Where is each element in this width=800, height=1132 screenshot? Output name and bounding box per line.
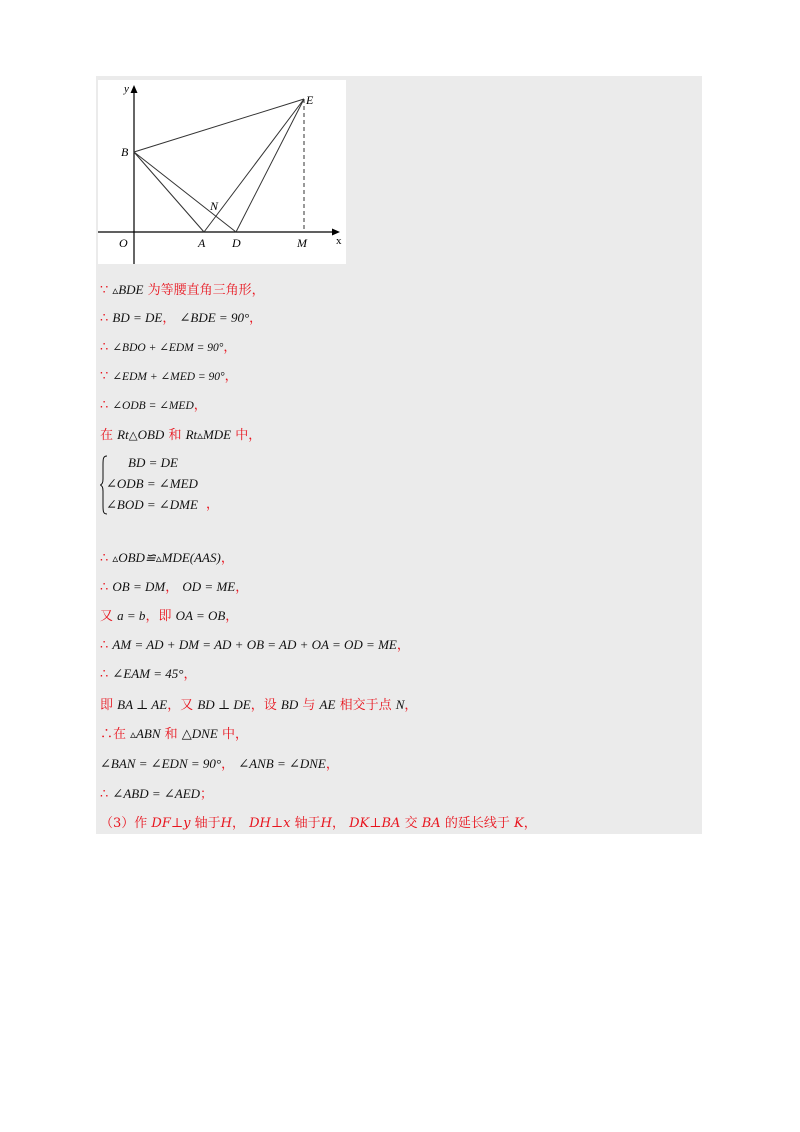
math-text: a = b bbox=[117, 608, 146, 623]
text: 与 bbox=[302, 698, 316, 713]
perpendicular-symbol: ⊥ bbox=[270, 816, 284, 831]
text: 的延长线于 bbox=[444, 816, 510, 831]
triangle-symbol: △ bbox=[128, 430, 138, 442]
perpendicular-symbol: ⊥ bbox=[170, 816, 184, 831]
proof-line-9 bbox=[100, 578, 248, 597]
math-text: ∠ODB = ∠MED bbox=[112, 400, 194, 412]
math-text: ∠ABD = ∠AED bbox=[112, 786, 201, 801]
punct: ， bbox=[404, 698, 418, 713]
proof-line-10 bbox=[100, 607, 238, 626]
math-text: H bbox=[320, 816, 332, 831]
math-text: ∠EDM + ∠MED = 90° bbox=[112, 371, 225, 383]
math-text: Rt bbox=[117, 427, 129, 442]
text: 即 bbox=[100, 698, 114, 713]
proof-line-11 bbox=[100, 636, 410, 655]
therefore-symbol: ∴ bbox=[100, 580, 109, 595]
proof-line-17 bbox=[100, 815, 537, 833]
math-text: DH bbox=[249, 816, 271, 831]
geometry-figure bbox=[98, 80, 346, 264]
math-text: ABN bbox=[135, 726, 161, 741]
label-y: y bbox=[124, 83, 129, 95]
punct: ， bbox=[193, 398, 207, 413]
text: （3）作 bbox=[100, 816, 148, 831]
punct: ， bbox=[523, 816, 537, 831]
text: 为等腰直角三角形， bbox=[147, 283, 265, 298]
math-text: ∠BDO + ∠EDM = 90° bbox=[112, 342, 224, 354]
punct: ， bbox=[331, 816, 345, 831]
math-text: Rt bbox=[185, 427, 198, 442]
math-text: BDE bbox=[118, 282, 144, 297]
text: 相交于点 bbox=[339, 698, 392, 713]
segment-DE bbox=[236, 99, 304, 232]
therefore-symbol: ∴ bbox=[100, 638, 109, 653]
punct: ， bbox=[231, 816, 245, 831]
label-E: E bbox=[306, 93, 314, 107]
math-text: DNE bbox=[191, 726, 218, 741]
proof-line-1 bbox=[100, 281, 265, 300]
equation-row-3: ∠BOD = ∠DME bbox=[106, 497, 198, 512]
punct: ， bbox=[165, 580, 179, 595]
proof-line-4 bbox=[100, 368, 238, 386]
punct: ， bbox=[223, 340, 237, 355]
segment-BD bbox=[134, 152, 236, 232]
triangle-symbol: △ bbox=[181, 726, 192, 741]
math-text: H bbox=[220, 816, 232, 831]
punct: ， bbox=[162, 311, 176, 326]
math-text: y bbox=[183, 816, 191, 831]
punct: ， bbox=[206, 497, 220, 512]
math-text: MDE bbox=[202, 427, 232, 442]
proof-line-3 bbox=[100, 339, 236, 357]
proof-line-2 bbox=[100, 309, 262, 328]
text: ∴在 bbox=[100, 727, 127, 742]
text: 交 bbox=[404, 816, 418, 831]
segment-AE bbox=[204, 99, 304, 232]
text: 轴于 bbox=[294, 816, 321, 831]
math-text: ∠BDE = 90° bbox=[179, 310, 250, 325]
label-A: A bbox=[198, 236, 206, 250]
label-x: x bbox=[336, 235, 342, 247]
therefore-symbol: ∴ bbox=[100, 551, 109, 566]
text: 中， bbox=[235, 428, 262, 443]
therefore-symbol: ∴ bbox=[100, 667, 109, 682]
math-text: BA bbox=[421, 816, 441, 831]
math-text: AM = AD + DM = AD + OB = AD + OA = OD = ME bbox=[112, 637, 397, 652]
punct: ， bbox=[235, 580, 249, 595]
math-text: BD = DE bbox=[112, 310, 163, 325]
math-text: MDE(AAS) bbox=[161, 550, 221, 565]
text: 和 bbox=[168, 428, 182, 443]
proof-line-15 bbox=[100, 755, 339, 774]
punct: ， bbox=[225, 609, 239, 624]
triangle-symbol: ▵ bbox=[112, 553, 119, 565]
math-text: K bbox=[514, 816, 524, 831]
equation-system bbox=[100, 455, 260, 517]
triangle-symbol: ▵ bbox=[155, 553, 162, 565]
coordinate-diagram bbox=[98, 80, 346, 264]
math-text: x bbox=[283, 816, 291, 831]
math-text: DF bbox=[151, 816, 171, 831]
text: ，设 bbox=[250, 698, 277, 713]
triangle-symbol: ▵ bbox=[130, 729, 136, 741]
math-text: OBD bbox=[137, 427, 165, 442]
label-B: B bbox=[121, 145, 129, 159]
segment-BE bbox=[134, 99, 304, 152]
punct: ， bbox=[220, 551, 234, 566]
because-symbol: ∵ bbox=[100, 283, 109, 298]
punct: ， bbox=[183, 667, 197, 682]
therefore-symbol: ∴ bbox=[100, 340, 109, 355]
text: 又 bbox=[100, 609, 114, 624]
math-text: ∠ANB = ∠DNE bbox=[238, 756, 326, 771]
proof-line-6 bbox=[100, 426, 261, 445]
text: 中， bbox=[221, 727, 248, 742]
math-text: DK bbox=[349, 816, 370, 831]
text: ，又 bbox=[167, 698, 194, 713]
text: ，即 bbox=[145, 609, 172, 624]
punct: ， bbox=[325, 757, 339, 772]
therefore-symbol: ∴ bbox=[100, 311, 109, 326]
label-M: M bbox=[297, 236, 307, 250]
math-text: AE bbox=[319, 697, 336, 712]
math-text: ∠EAM = 45° bbox=[112, 666, 184, 681]
label-O: O bbox=[119, 236, 128, 250]
math-text: OD = ME bbox=[182, 579, 236, 594]
text: 在 bbox=[100, 428, 114, 443]
math-text: BD ⊥ DE bbox=[197, 697, 251, 712]
triangle-symbol: ▵ bbox=[197, 430, 203, 442]
therefore-symbol: ∴ bbox=[100, 787, 109, 802]
punct: ， bbox=[224, 369, 238, 384]
label-D: D bbox=[232, 236, 241, 250]
y-axis-arrow bbox=[131, 85, 138, 93]
therefore-symbol: ∴ bbox=[100, 398, 109, 413]
segment-BA bbox=[134, 152, 204, 232]
text: 轴于 bbox=[194, 816, 221, 831]
proof-line-16 bbox=[100, 785, 213, 804]
text: 和 bbox=[164, 727, 178, 742]
proof-line-12 bbox=[100, 665, 197, 684]
punct: ； bbox=[200, 787, 214, 802]
math-text: N bbox=[395, 697, 405, 712]
math-text: OA = OB bbox=[175, 608, 226, 623]
math-text: ∠BAN = ∠EDN = 90° bbox=[100, 756, 222, 771]
proof-line-14 bbox=[100, 725, 248, 744]
because-symbol: ∵ bbox=[100, 369, 109, 384]
proof-line-13 bbox=[100, 696, 417, 715]
math-text: BD bbox=[280, 697, 299, 712]
math-text: BA bbox=[381, 816, 401, 831]
punct: ， bbox=[221, 757, 235, 772]
label-N: N bbox=[210, 199, 219, 213]
proof-line-5 bbox=[100, 397, 207, 415]
triangle-symbol: ▵ bbox=[112, 285, 119, 297]
punct: ， bbox=[396, 638, 410, 653]
math-text: OB = DM bbox=[112, 579, 166, 594]
perpendicular-symbol: ⊥ bbox=[369, 816, 382, 831]
equation-row-2: ∠ODB = ∠MED bbox=[106, 476, 198, 491]
equation-row-1: BD = DE bbox=[128, 455, 178, 470]
punct: ， bbox=[249, 311, 263, 326]
math-text: BA ⊥ AE bbox=[117, 697, 168, 712]
math-text: OBD≌ bbox=[118, 550, 156, 565]
proof-line-8 bbox=[100, 549, 234, 568]
